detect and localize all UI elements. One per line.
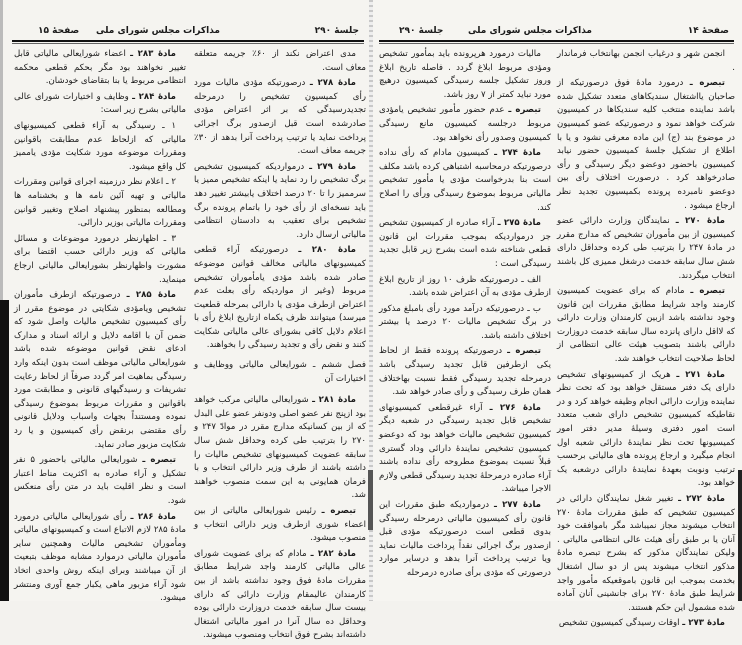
- paragraph: [14, 233, 186, 287]
- article-number: مادهٔ ۲۸۵ ـ: [126, 290, 176, 301]
- header-rule: [379, 40, 734, 42]
- article-paragraph: [379, 402, 551, 497]
- article-number: مادهٔ ۲۷۴ ـ: [494, 148, 542, 159]
- article-number: مادهٔ ۲۷۸ ـ: [309, 78, 357, 89]
- article-paragraph: [14, 48, 186, 89]
- paragraph-text: فصل ششم ـ شورایعالی مالیاتی ووظایف و اختیارات آن: [194, 360, 366, 384]
- page-header: [377, 26, 737, 38]
- article-paragraph: [194, 548, 366, 643]
- article-paragraph: [194, 161, 366, 243]
- paragraph-text: ۱ ـ رسیدگی به آراء قطعی کمیسیونهای مالیاتی که ازلحاظ عدم مطابقت باقوانین ومقررات موضوعه مورد شکایت مؤدی یاممیز کل واقع میشود.: [14, 120, 186, 172]
- paragraph-text: رأی شورایعالی مالیاتی درمورد مادهٔ ۲۸۵ لازم الاتباع است و کمیسیونهای مالیاتی ومأموران تشخیص مالیات وهمچنین سایر مأموران مالیاتی درموارد مشابه موظف بتبعیت از آن میباشند وبرای اینکه روش واحدی اتخاذ شود آراء مزبور ماهی یکبار جمع آوری ومنتشر میشود.: [14, 511, 186, 604]
- paragraph-text: درصورتیکه آراء قطعی کمیسیونهای مالیاتی مخالف قوانین موضوعه صادر شده باشد مؤدی یامأموران تشخیص مربوط (وغیر از مواردیکه رأی بعلت عدم اعتراض ازطرف مؤدی یا دارائی بمرحله قطعیت میرسد) میتوانند ظرف یکماه ازتاریخ ابلاغ رأی با اعلام دلایل کافی بشورای عالی مالیاتی شکایت کنند و نقض رأی و تجدید رسیدگی را بخواهند.: [194, 245, 366, 351]
- right-page: [371, 0, 742, 629]
- article-number: مادهٔ ۲۷۷ ـ: [493, 500, 541, 510]
- paragraph-text: آراء صادره از کمیسیون تشخیص جز درمواردیکه بموجب مقررات این قانون قطعی شناخته شده است بشرح زیر قابل تجدید رسیدگی است :: [379, 218, 551, 269]
- scan-edge-shadow: [738, 470, 742, 601]
- article-paragraph: [557, 77, 735, 213]
- paragraph: [379, 274, 551, 301]
- article-paragraph: [379, 147, 551, 215]
- article-number: مادهٔ ۲۸۴ ـ: [132, 91, 177, 102]
- article-number: مادهٔ ۲۷۵ ـ: [497, 218, 541, 229]
- article-paragraph: [379, 104, 551, 145]
- paragraph-text: هریک از کمیسیونهای تشخیص دارای یک دفتر مستقل خواهد بود که تحت نظر نماینده وزارت دارائی انجام وظیفه خواهد کرد و در نقاطیکه کمیسیون تشخیص دارای شعب متعدد است امور دفتری وسیلهٔ مدیر دفتر امور کمیسیونها تحت نظر نمایندهٔ دارائی شعبه اول انجام میگیرد و ارجاع پرونده های مالیاتی برحسب ترتیب ونوبت بعهدهٔ نمایندهٔ دارائی درشعبه یک خواهد بود.: [557, 369, 735, 489]
- article-number: تبصره ـ: [507, 346, 542, 357]
- paragraph-text: مدی اعتراض نکند از ۶۰٪ جریمه متعلقه معاف است.: [194, 49, 366, 73]
- paragraph-text: کمیسیون مادام که رأی نداده درصورتیکه درمحاسبه اشتباهی کرده باشد مکلف است بنا بدرخواست مؤدی یا مأمور تشخیص مالیاتی مربوط بموضوع رسیدگی ورأی را اصلاح کند.: [379, 148, 551, 213]
- article-paragraph: [379, 499, 551, 581]
- paragraph: [557, 48, 735, 75]
- article-paragraph: [14, 511, 186, 606]
- paragraph-text: ۲ ـ اعلام نظر درزمینه اجرای قوانین ومقررات مالیاتی و تهیه آئین نامه ها و بخشنامه ها ومطالعه بمنظور پیشنهاد اصلاح وتغییر قوانین ومقررات مالیاتی بوزیر دارائی.: [14, 177, 186, 229]
- gutter-shadow: [368, 470, 373, 530]
- paragraph-text: آراء غیرقطعی کمیسیونهای تشخیص قابل تجدید رسیدگی در شعبه دیگر کمیسیون تشخیص مالیات خواهد بود که دوعضو کمیسیون تشخیص نمایندهٔ دارائی وداد گستری قبلاً نسبت بموضوع مطروحه رأی نداده باشند آراء صادره درمرحلهٔ تجدید رسیدگی قطعی ولازم الاجرا میباشد.: [379, 402, 551, 495]
- paragraph-text: رئیس شورایعالی مالیاتی از بین اعضاء شوری ازطرف وزیر دارائی انتخاب و منصوب میشود.: [194, 506, 366, 544]
- paragraph-text: عدم حضور مأمور تشخیص یامؤدی مربوط درجلسه کمیسیون مانع رسیدگی کمیسیون وصدور رأی نخواهد بود.: [379, 105, 551, 143]
- left-page: [0, 0, 371, 641]
- session-label: جلسهٔ ۲۹۰: [399, 26, 444, 36]
- article-number: مادهٔ ۲۸۲ ـ: [310, 548, 357, 559]
- paragraph-text: تغییر شغل نمایندگان دارائی در کمیسیون تشخیص که طبق مقررات مادهٔ ۲۷۰ انتخاب میشوند مجاز نمیباشد مگر باموافقت خود آنان یا بر طبق رأی هیئت عالی انتظامی مالیاتی . ولیکن نمایندگان مذکور که بشرح تبصره مادهٔ مذکور انتخاب میشوند پس از دو سال اشتغال بخدمت بموجب این قانون باموقعیکه مأمور واجد شرایط طبق مادهٔ ۲۷۰ برای جانشینی آنان آماده شده مشمول این حکم هستند.: [557, 494, 735, 613]
- article-paragraph: [194, 505, 366, 546]
- paragraph: [14, 176, 186, 230]
- paragraph-text: مادام که برای عضویت کمیسیون کارمند واجد شرایط مطابق مقررات این قانون وجود نداشته باشد ازبین کارمندان وزارت دارائی که لااقل دارای پانزده سال سابقه خدمت دروزارت دارائی باشند بتصویب هیئت عالی انتظامی از لحاظ صلاحیت انتخاب خواهند شد.: [557, 286, 735, 365]
- header-rule-thin: [12, 43, 364, 44]
- text-column-right: [194, 48, 366, 645]
- article-number: مادهٔ ۲۷۶ ـ: [489, 402, 542, 413]
- paragraph-text: وظایف و اختیارات شورای عالی مالیاتی بشرح زیر است:: [14, 91, 186, 116]
- paragraph-text: ۳ ـ اظهارنظر درمورد موضوعات و مسائل مالیاتی که وزیر دارائی حسب اقتضا برای مشورت واظهارنظر بشورایعالی مالیاتی ارجاع مینماید.: [14, 233, 186, 285]
- article-paragraph: [14, 91, 186, 118]
- article-number: مادهٔ ۲۸۶ ـ: [130, 511, 176, 522]
- article-number: تبصره ـ: [142, 455, 176, 466]
- paragraph-text: الف ـ درصورتیکه ظرف ۱۰ روز از تاریخ ابلاغ ازطرف مؤدی به آن اعتراض شده باشد.: [379, 274, 551, 299]
- paragraph-text: درمواردیکه طبق مقررات این قانون رأی کمیسیون مالیاتی درمرحله رسیدگی بدوی قطعی است درصورتیکه مؤدی قبل ازصدور برگ اجرائی نقداً پرداخت مالیات نماید ویا ترتیب پرداخت آنرا بدهد و درسایر موارد درصورتی که مؤدی برأی صادره درمرحله: [379, 500, 551, 578]
- article-number: مادهٔ ۲۷۱ ـ: [676, 369, 725, 380]
- article-paragraph: [194, 394, 366, 503]
- page-header: [10, 26, 365, 38]
- header-rule-thin: [379, 43, 734, 44]
- article-paragraph: [557, 285, 735, 367]
- paragraph-text: مادام که برای عضویت شورای عالی مالیاتی کارمند واجد شرایط مطابق مقررات مادهٔ فوق وجود نداشته باشد از بین کارمندان عالیمقام وزارت دارائی که دارای بیست سال سابقه خدمت دروزارت دارائی بوده وحداقل ده سال آنرا در امور مالیاتی اشتغال داشته‌اند بشرح فوق انتخاب ومنصوب میشوند.: [194, 548, 366, 641]
- article-paragraph: [379, 217, 551, 271]
- paragraph-text: اوقات رسیدگی کمیسیون تشخیص: [558, 618, 680, 629]
- article-number: مادهٔ ۲۷۰ ـ: [675, 216, 725, 227]
- article-number: مادهٔ ۲۷۹ ـ: [309, 161, 357, 172]
- page-number: صفحهٔ ۱۵: [38, 26, 80, 36]
- article-number: تبصره ـ: [508, 105, 541, 116]
- paragraph-text: درمورد مادهٔ فوق درصورتیکه از صاحبان یااشتغال سندیکاهای متعدد تشکیل شده باشد نماینده منتخب کلیه سندیکاها در کمیسیون شرکت خواهد نمود و درصورتیکه عضو کمیسیون در موضوع بند (ج) این ماده معرفی نشود و یا با اطلاع از تشکیل جلسهٔ کمیسیون حضور نیابد کمیسیون باحضور دوعضو دیگر رسیدگی و رأی صادرخواهد کرد . درصورت اختلاف رأی بین دوعضو نامبرده پرونده بکمیسیون تجدید نظر ارجاع میشود .: [557, 78, 735, 211]
- header-rule: [12, 40, 364, 42]
- paragraph-text: درصورتیکه پرونده فقط از لحاظ یکی ازطرفین قابل تجدید رسیدگی باشد درمرحله تجدید رسیدگی فقط نسبت بهاختلاف همان طرف رسیدگی و رأی صادر خواهد شد.: [379, 346, 551, 398]
- article-number: مادهٔ ۲۷۳ ـ: [682, 618, 725, 629]
- article-paragraph: [14, 454, 186, 508]
- paragraph-text: درمواردیکه کمیسیون تشخیص برگ تشخیص را رد نماید یا اینکه تشخیص ممیز یا سرممیز را تا ۲۰ درصد اختلاف یابیشتر تغییر دهد باید نسخه‌ای از رأی خود را باتمام پرونده برگ تشخیص برای تعقیب به دادستان انتظامی مالیاتی ارسال دارد.: [194, 161, 367, 240]
- article-number: مادهٔ ۲۸۰ ـ: [298, 245, 356, 256]
- article-paragraph: [557, 617, 735, 631]
- article-number: تبصره ـ: [690, 286, 725, 297]
- paragraph: [194, 48, 366, 75]
- paragraph: [379, 48, 551, 102]
- article-number: تبصره ـ: [689, 78, 725, 89]
- article-paragraph: [557, 215, 735, 283]
- chapter-heading: [194, 359, 366, 386]
- page-number: صفحهٔ ۱۴: [687, 26, 729, 36]
- paragraph-text: شورایعالی مالیاتی باحضور ۵ نفر تشکیل و آراء صادره به اکثریت مناط اعتبار است و نظر اقلیت باید در متن رأی منعکس شود.: [14, 455, 186, 506]
- paragraph-text: ب ـ درصورتیکه درآمد مورد رأی بامبلغ مذکور در برگ تشخیص مالیات ۲۰ درصد یا بیشتر اختلاف داشته باشد.: [379, 303, 551, 341]
- header-title: مذاکرات مجلس شورای ملی: [95, 26, 220, 36]
- scan-edge: [0, 0, 3, 300]
- article-paragraph: [379, 345, 551, 399]
- article-paragraph: [557, 369, 735, 491]
- paragraph-text: اعضاء شورایعالی مالیاتی قابل تغییر نخواهند بود مگر بحکم قطعی محکمه انتظامی مربوط یا بنا بتقاضای خودشان.: [14, 49, 186, 87]
- text-column-right: [557, 48, 735, 633]
- paragraph-text: درصورتیکه ازطرف مأموران تشخیص ویامؤدی شکایتی در موضوع مقرر از رأی کمیسیون تشخیص مالیات واصل شود که ضمن آن با اقامه دلایل و ارائه اسناد و مدارک ادعای نقض قوانین موضوعه شده باشد شورایعالی مالیاتی موظف است بدون اینکه وارد رسیدگی بماهیت امر گردد صرفاً از لحاظ رعایت تشریفات و رسیدگیهای قانونی و مطابقت مورد باقوانین و مقررات مربوط بموضوع رسیدگی نموده ومستنداً بجهات واسباب ودلایل قانونی رأی مقتضی برنقض رأی کمیسیون و یا رد شکایت مزبور صادر نماید.: [14, 290, 186, 450]
- article-paragraph: [557, 493, 735, 615]
- paragraph: [379, 303, 551, 344]
- article-number: مادهٔ ۲۸۱ ـ: [312, 395, 356, 406]
- article-number: تبصره ـ: [321, 506, 356, 516]
- session-label: جلسهٔ ۲۹۰: [314, 26, 359, 36]
- paragraph-text: شورایعالی مالیاتی مرکب خواهد بود ازپنج نفر عضو اصلی ودونفر عضو علی البدل که از بین کسانیکه مدارج مقرر در موادّ ۲۴۷ و ۲۷۰ را بترتیب طی کرده وحداقل شش سال سابقه عضویت کمیسیونهای تشخیص مالیات را داشته باشند از طرف وزیر دارائی انتخاب و با فرمان همایونی به این سمت منصوب خواهند شد.: [194, 395, 367, 501]
- article-number: مادهٔ ۲۸۳ ـ: [130, 49, 176, 59]
- article-number: مادهٔ ۲۷۲ ـ: [678, 494, 726, 504]
- header-title: مذاکرات مجلس شورای ملی: [467, 26, 592, 36]
- text-column-left: [379, 48, 551, 583]
- article-paragraph: [14, 289, 186, 452]
- paragraph-text: درصورتیکه مؤدی مالیات مورد رأی کمیسیون تشخیص را درمرحله تجدیدرسیدگی که بر اثر اعتراض مؤدی صادرشده است قبل ازصدور برگ اجرائی پرداخت نماید یا ترتیب پرداخت آنرا بدهد از ۳۰٪ جریمه معاف است.: [194, 78, 366, 157]
- text-column-left: [14, 48, 186, 608]
- paragraph-text: نمایندگان وزارت دارائی عضو کمیسیون از بین مأموران تشخیص که مدارج مقرر در مادهٔ ۲۴۷ را بترتیب طی کرده وحداقل دارای شش سال سابقه خدمت درشغل ممیزی کل باشند انتخاب میگردند.: [557, 216, 735, 281]
- article-paragraph: [194, 77, 366, 159]
- article-paragraph: [194, 244, 366, 353]
- scan-edge-shadow: [0, 300, 9, 601]
- paragraph-text: انجمن شهر و درغیاب انجمن بهانتخاب فرماندار .: [557, 49, 735, 73]
- paragraph: [14, 120, 186, 174]
- paragraph-text: مالیات درمورد هرپرونده باید بمأمور تشخیص ومؤدی مربوط ابلاغ گردد . فاصله تاریخ ابلاغ وروز تشکیل جلسه رسیدگی کمیسیون درهیچ مورد نباید کمتر از ۷ روز باشد.: [379, 49, 551, 100]
